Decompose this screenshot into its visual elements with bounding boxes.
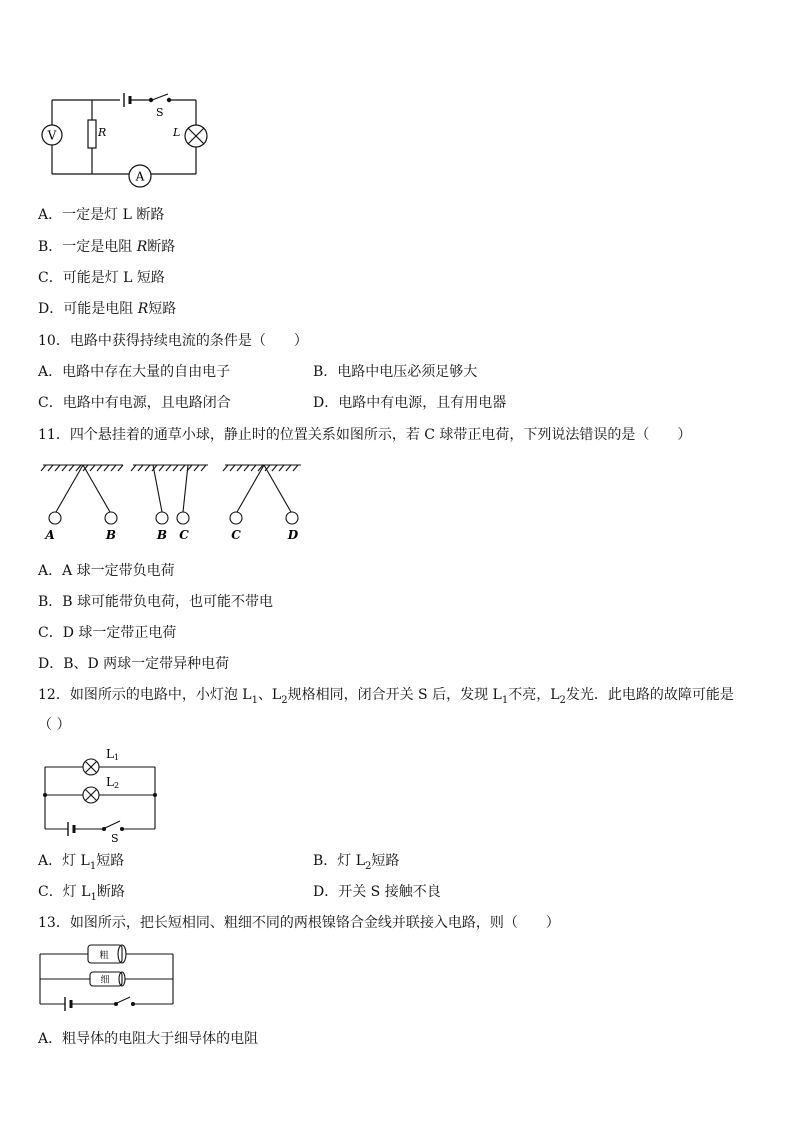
circuit-diagram-q9 [36,88,216,188]
resistor-label: R [98,126,107,139]
q11-stem: 11．四个悬挂着的通草小球，静止时的位置关系如图所示，若 C 球带正电荷，下列说法错误的是（ ） [38,427,692,443]
q9-option-c[interactable]: C．可能是灯 L 短路 [38,270,165,286]
lamp2-label: L2 [106,775,120,790]
q11-option-a[interactable]: A．A 球一定带负电荷 [38,563,175,579]
q11-option-b[interactable]: B．B 球可能带负电荷，也可能不带电 [38,594,274,610]
q12-option-c[interactable]: C．灯 $L_1$断路 [38,884,125,903]
ball-label: C [231,528,241,542]
switch-label: S [111,832,119,845]
ball-label: D [287,528,299,542]
q13-stem: 13．如图所示，把长短相同、粗细不同的两根镍铬合金线并联接入电路，则（ ） [38,915,560,931]
circuit-diagram-q12 [40,742,170,845]
q12-option-d[interactable]: D．开关 S 接触不良 [313,884,441,900]
lamp1-label: L1 [106,747,120,762]
voltmeter-label: V [47,128,57,143]
ammeter-label: A [135,169,145,184]
q12-stem: 12．如图所示的电路中，小灯泡 $L_1$、$L_2$规格相同，闭合开关 S 后，发现 $L_1$不亮，$L_2$发光．此电路的故障可能是 [38,687,734,706]
switch-label: S [156,106,164,119]
q10-option-d[interactable]: D．电路中有电源，且有用电器 [313,395,507,411]
q11-option-d[interactable]: D．B、D 两球一定带异种电荷 [38,656,230,672]
lamp-label: L [173,126,181,139]
q12-option-a[interactable]: A．灯 $L_1$短路 [38,853,125,872]
circuit-diagram-q13 [38,940,188,1010]
q10-option-c[interactable]: C．电路中有电源，且电路闭合 [38,395,231,411]
ball-label: B [105,528,117,542]
q12-stem-line2: （ ） [38,717,71,733]
ball-label: B [156,528,168,542]
thick-wire-label: 粗 [99,951,109,961]
q10-stem: 10．电路中获得持续电流的条件是（ ） [38,333,308,349]
q11-option-c[interactable]: C．D 球一定带正电荷 [38,625,177,641]
q12-option-b[interactable]: B．灯 $L_2$短路 [313,853,400,872]
q9-option-b[interactable]: B．一定是电阻 R断路 [38,239,176,255]
q9-option-d[interactable]: D．可能是电阻 R短路 [38,301,177,317]
q9-option-a[interactable]: A．一定是灯 L 断路 [38,207,165,223]
thin-wire-label: 细 [100,975,110,986]
q13-option-a[interactable]: A．粗导体的电阻大于细导体的电阻 [38,1031,259,1047]
hanging-balls-diagram-q11 [38,460,313,545]
ball-label: A [45,528,55,542]
q10-option-a[interactable]: A．电路中存在大量的自由电子 [38,364,231,380]
ball-label: C [179,528,189,542]
q10-option-b[interactable]: B．电路中电压必须足够大 [313,364,478,380]
